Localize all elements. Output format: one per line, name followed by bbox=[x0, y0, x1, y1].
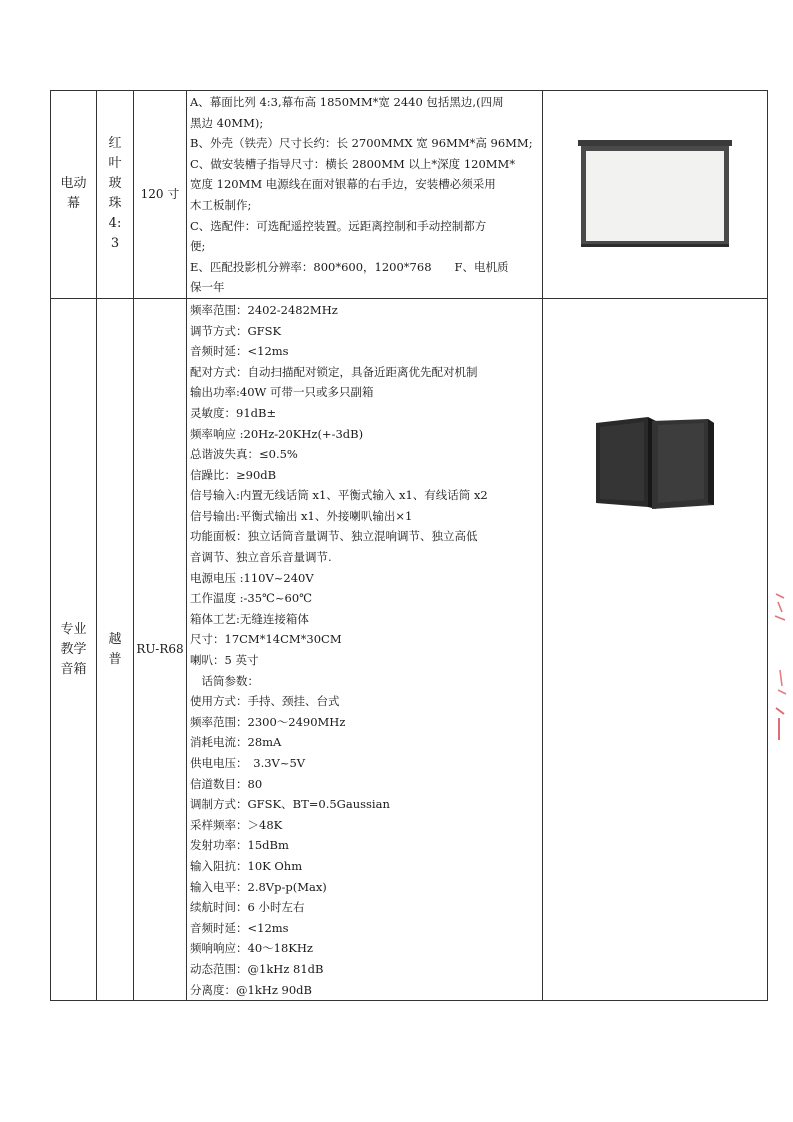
spec-line: 输入电平：2.8Vp-p(Max) bbox=[190, 879, 327, 894]
model-cell: 120 寸 bbox=[134, 91, 187, 299]
spec-line: 宽度 120MM 电源线在面对银幕的右手边，安装槽必须采用 bbox=[190, 177, 496, 192]
spec-line: 音调节、独立音乐音量调节. bbox=[190, 550, 332, 565]
spec-line: 动态范围：@1kHz 81dB bbox=[190, 961, 324, 976]
spec-line: 信号输出:平衡式输出 x1、外接喇叭输出×1 bbox=[190, 508, 413, 523]
spec-line: 消耗电流：28mA bbox=[190, 735, 282, 750]
product-name-line: 教学 bbox=[60, 641, 87, 657]
spec-line: 音频时延：<12ms bbox=[190, 920, 289, 935]
spec-line: 频率响应 :20Hz-20KHz(+-3dB) bbox=[190, 426, 364, 441]
product-name-line: 幕 bbox=[66, 196, 80, 212]
spec-line: 频率范围：2402-2482MHz bbox=[190, 302, 338, 317]
spec-line: 喇叭：5 英寸 bbox=[190, 653, 259, 668]
spec-line: 分离度：@1kHz 90dB bbox=[190, 982, 312, 997]
spec-line: C、做安装槽子指导尺寸：横长 2800MM 以上*深度 120MM* bbox=[190, 156, 516, 171]
spec-line: 续航时间：6 小时左右 bbox=[190, 900, 305, 915]
spec-line: 调制方式：GFSK、BT=0.5Gaussian bbox=[190, 797, 390, 812]
spec-line: 采样频率：＞48K bbox=[190, 817, 283, 832]
brand-line: 红 bbox=[108, 136, 122, 152]
spec-line: 话筒参数： bbox=[190, 673, 259, 688]
spec-line: 灵敏度：91dB± bbox=[190, 405, 277, 420]
product-name-line: 专业 bbox=[60, 621, 87, 637]
spec-line: 信号输入:内置无线话筒 x1、平衡式输入 x1、有线话筒 x2 bbox=[190, 488, 488, 503]
spec-line: 调节方式：GFSK bbox=[190, 323, 282, 338]
spec-line: 输出功率:40W 可带一只或多只副箱 bbox=[190, 385, 374, 400]
spec-cell bbox=[187, 91, 543, 299]
spec-line: A、幕面比列 4:3,幕布高 1850MM*宽 2440 包括黑边,(四周 bbox=[190, 95, 504, 109]
brand-line: 叶 bbox=[108, 156, 122, 172]
spec-cell bbox=[187, 298, 543, 1000]
spec-line: 使用方式：手持、颈挂、台式 bbox=[190, 694, 340, 709]
spec-line: 箱体工艺:无缝连接箱体 bbox=[190, 611, 309, 626]
spec-line: C、选配件：可选配遥控装置。远距离控制和手动控制都方 bbox=[190, 218, 487, 233]
spec-line: 功能面板：独立话筒音量调节、独立混响调节、独立高低 bbox=[190, 529, 478, 544]
spec-line: 信躁比：≥90dB bbox=[190, 467, 277, 482]
spec-line: 信道数目：80 bbox=[190, 776, 263, 791]
product-image-cell bbox=[543, 91, 768, 299]
spec-line: B、外壳（铁壳）尺寸长约：长 2700MMX 宽 96MM*高 96MM; bbox=[190, 136, 533, 151]
spec-line: 音频时延：<12ms bbox=[190, 344, 289, 359]
spec-line: 电源电压 :110V~240V bbox=[190, 570, 314, 585]
spec-line: E、匹配投影机分辨率：800*600，1200*768 F、电机质 bbox=[190, 259, 509, 274]
projection-screen-icon bbox=[577, 138, 733, 250]
spec-line: 黑边 40MM); bbox=[190, 115, 264, 130]
spec-line: 配对方式：自动扫描配对锁定，具备近距离优先配对机制 bbox=[190, 364, 478, 379]
spec-line: 保一年 bbox=[190, 280, 225, 295]
spec-line: 便; bbox=[190, 239, 206, 254]
model-cell: RU-R68 bbox=[134, 298, 187, 1000]
spec-line: 发射功率：15dBm bbox=[190, 838, 289, 853]
product-image-cell bbox=[543, 298, 768, 1000]
spec-line: 工作温度 :-35℃~60℃ bbox=[190, 591, 313, 606]
table-row-speaker bbox=[51, 298, 768, 1000]
spec-line: 木工板制作; bbox=[190, 197, 252, 212]
brand-cell bbox=[97, 91, 134, 299]
brand-cell bbox=[97, 298, 134, 1000]
product-name-cell bbox=[51, 91, 97, 299]
brand-line: 4: bbox=[108, 216, 122, 232]
spec-line: 频率范围：2300～2490MHz bbox=[190, 714, 346, 729]
product-name-line: 音箱 bbox=[60, 661, 87, 677]
spec-line: 尺寸：17CM*14CM*30CM bbox=[190, 632, 342, 647]
brand-line: 玻 bbox=[108, 176, 122, 192]
table-row-screen bbox=[51, 91, 768, 299]
product-name-cell bbox=[51, 298, 97, 1000]
brand-line: 珠 bbox=[108, 196, 122, 212]
spec-line: 供电电压： 3.3V~5V bbox=[190, 756, 306, 770]
spec-line: 频响响应：40～18KHz bbox=[190, 941, 313, 956]
speaker-pair-icon bbox=[592, 415, 718, 511]
spec-line: 总谐波失真：≤0.5% bbox=[190, 447, 298, 462]
brand-line: 越 bbox=[108, 631, 122, 647]
brand-line: 普 bbox=[108, 651, 122, 667]
spec-table bbox=[50, 90, 768, 1001]
red-stamp-mark bbox=[770, 590, 790, 750]
brand-line: 3 bbox=[110, 236, 120, 252]
spec-line: 输入阻抗：10K Ohm bbox=[190, 858, 303, 873]
product-name-line: 电动 bbox=[60, 176, 87, 192]
